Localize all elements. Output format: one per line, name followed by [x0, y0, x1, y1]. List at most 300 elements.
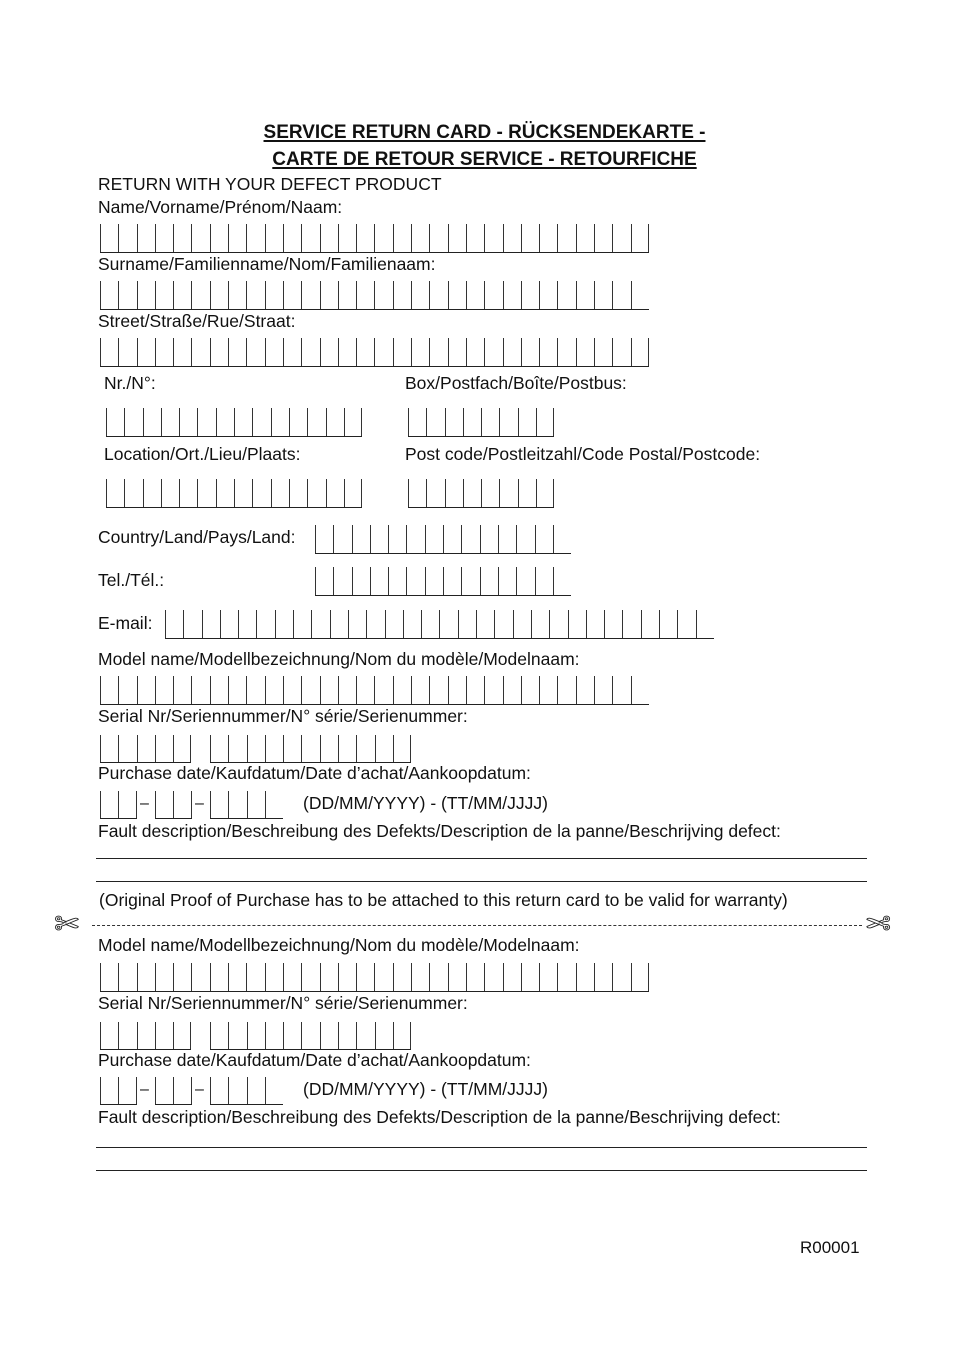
- char-box[interactable]: [393, 338, 411, 366]
- char-box[interactable]: [448, 281, 466, 309]
- char-box[interactable]: [408, 408, 426, 436]
- char-box[interactable]: [191, 676, 209, 704]
- char-box[interactable]: [408, 479, 426, 507]
- char-box[interactable]: [173, 338, 191, 366]
- char-box[interactable]: [696, 610, 714, 638]
- purchase-day-field[interactable]: [100, 791, 137, 819]
- char-box[interactable]: [535, 567, 553, 595]
- char-box[interactable]: [458, 610, 476, 638]
- char-box[interactable]: [283, 224, 301, 252]
- char-box[interactable]: [320, 676, 338, 704]
- char-box[interactable]: [197, 479, 215, 507]
- char-box[interactable]: [118, 735, 136, 762]
- char-box[interactable]: [191, 224, 209, 252]
- char-box[interactable]: [445, 408, 463, 436]
- name-field[interactable]: [100, 224, 649, 253]
- char-box[interactable]: [411, 676, 429, 704]
- char-box[interactable]: [463, 479, 481, 507]
- char-box[interactable]: [307, 479, 325, 507]
- char-box[interactable]: [539, 338, 557, 366]
- surname-field[interactable]: [100, 281, 649, 310]
- char-box[interactable]: [252, 479, 270, 507]
- fault-line-2[interactable]: [96, 881, 867, 882]
- char-box[interactable]: [210, 1077, 228, 1104]
- char-box[interactable]: [265, 735, 283, 762]
- char-box[interactable]: [301, 1022, 319, 1049]
- char-box[interactable]: [173, 224, 191, 252]
- char-box[interactable]: [118, 791, 136, 818]
- char-box[interactable]: [161, 479, 179, 507]
- char-box[interactable]: [124, 408, 142, 436]
- char-box[interactable]: [155, 338, 173, 366]
- char-box[interactable]: [338, 735, 356, 762]
- char-box[interactable]: [385, 610, 403, 638]
- char-box[interactable]: [516, 567, 534, 595]
- char-box[interactable]: [228, 963, 246, 991]
- char-box[interactable]: [246, 338, 264, 366]
- char-box[interactable]: [403, 610, 421, 638]
- char-box[interactable]: [210, 791, 228, 818]
- char-box[interactable]: [374, 224, 392, 252]
- char-box[interactable]: [406, 567, 424, 595]
- char-box[interactable]: [411, 281, 429, 309]
- char-box[interactable]: [393, 224, 411, 252]
- char-box[interactable]: [155, 791, 173, 818]
- char-box[interactable]: [338, 963, 356, 991]
- char-box[interactable]: [265, 791, 283, 818]
- char-box[interactable]: [155, 963, 173, 991]
- char-box[interactable]: [330, 610, 348, 638]
- char-box[interactable]: [202, 610, 220, 638]
- char-box[interactable]: [594, 676, 612, 704]
- char-box[interactable]: [659, 610, 677, 638]
- char-box[interactable]: [247, 735, 265, 762]
- char-box[interactable]: [173, 1077, 191, 1104]
- char-box[interactable]: [238, 610, 256, 638]
- char-box[interactable]: [480, 567, 498, 595]
- char-box[interactable]: [576, 281, 594, 309]
- char-box[interactable]: [283, 963, 301, 991]
- box-field[interactable]: [408, 408, 554, 437]
- char-box[interactable]: [216, 479, 234, 507]
- char-box[interactable]: [100, 1077, 118, 1104]
- number-field[interactable]: [106, 408, 362, 437]
- char-box[interactable]: [265, 1077, 283, 1104]
- char-box[interactable]: [375, 1022, 393, 1049]
- char-box[interactable]: [393, 963, 411, 991]
- char-box[interactable]: [191, 281, 209, 309]
- char-box[interactable]: [356, 735, 374, 762]
- char-box[interactable]: [173, 791, 191, 818]
- char-box[interactable]: [344, 479, 362, 507]
- fault-line-1[interactable]: [96, 858, 867, 859]
- char-box[interactable]: [228, 1022, 246, 1049]
- char-box[interactable]: [429, 281, 447, 309]
- char-box[interactable]: [155, 224, 173, 252]
- char-box[interactable]: [503, 281, 521, 309]
- char-box[interactable]: [228, 224, 246, 252]
- char-box[interactable]: [536, 479, 554, 507]
- char-box[interactable]: [443, 567, 461, 595]
- char-box[interactable]: [137, 224, 155, 252]
- char-box[interactable]: [521, 963, 539, 991]
- char-box[interactable]: [553, 525, 571, 553]
- char-box[interactable]: [594, 338, 612, 366]
- char-box[interactable]: [356, 281, 374, 309]
- char-box[interactable]: [155, 281, 173, 309]
- char-box[interactable]: [521, 338, 539, 366]
- char-box[interactable]: [539, 963, 557, 991]
- char-box[interactable]: [256, 610, 274, 638]
- char-box[interactable]: [338, 281, 356, 309]
- char-box[interactable]: [143, 408, 161, 436]
- char-box[interactable]: [100, 791, 118, 818]
- char-box[interactable]: [576, 676, 594, 704]
- char-box[interactable]: [301, 338, 319, 366]
- char-box[interactable]: [631, 224, 649, 252]
- email-field[interactable]: [165, 610, 714, 639]
- char-box[interactable]: [499, 479, 517, 507]
- fault-line-1[interactable]: [96, 1147, 867, 1148]
- char-box[interactable]: [183, 610, 201, 638]
- char-box[interactable]: [315, 567, 333, 595]
- char-box[interactable]: [494, 610, 512, 638]
- char-box[interactable]: [118, 676, 136, 704]
- char-box[interactable]: [480, 525, 498, 553]
- char-box[interactable]: [246, 676, 264, 704]
- char-box[interactable]: [549, 610, 567, 638]
- char-box[interactable]: [631, 281, 649, 309]
- char-box[interactable]: [448, 963, 466, 991]
- char-box[interactable]: [463, 408, 481, 436]
- char-box[interactable]: [516, 525, 534, 553]
- char-box[interactable]: [265, 338, 283, 366]
- char-box[interactable]: [344, 408, 362, 436]
- char-box[interactable]: [388, 567, 406, 595]
- char-box[interactable]: [165, 610, 183, 638]
- char-box[interactable]: [411, 338, 429, 366]
- char-box[interactable]: [289, 408, 307, 436]
- char-box[interactable]: [631, 676, 649, 704]
- char-box[interactable]: [143, 479, 161, 507]
- char-box[interactable]: [320, 735, 338, 762]
- char-box[interactable]: [265, 963, 283, 991]
- char-box[interactable]: [137, 338, 155, 366]
- char-box[interactable]: [320, 338, 338, 366]
- char-box[interactable]: [137, 963, 155, 991]
- char-box[interactable]: [499, 408, 517, 436]
- char-box[interactable]: [388, 525, 406, 553]
- postcode-field[interactable]: [408, 479, 554, 508]
- char-box[interactable]: [247, 1077, 265, 1104]
- char-box[interactable]: [124, 479, 142, 507]
- purchase-year-field[interactable]: [210, 1077, 283, 1105]
- serial-field-number[interactable]: [210, 735, 411, 763]
- purchase-day-field[interactable]: [100, 1077, 137, 1105]
- char-box[interactable]: [535, 525, 553, 553]
- char-box[interactable]: [118, 281, 136, 309]
- char-box[interactable]: [586, 610, 604, 638]
- char-box[interactable]: [338, 338, 356, 366]
- char-box[interactable]: [557, 281, 575, 309]
- char-box[interactable]: [100, 963, 118, 991]
- char-box[interactable]: [393, 735, 411, 762]
- char-box[interactable]: [521, 281, 539, 309]
- char-box[interactable]: [521, 676, 539, 704]
- char-box[interactable]: [283, 338, 301, 366]
- char-box[interactable]: [301, 224, 319, 252]
- char-box[interactable]: [443, 525, 461, 553]
- char-box[interactable]: [338, 676, 356, 704]
- char-box[interactable]: [374, 963, 392, 991]
- char-box[interactable]: [513, 610, 531, 638]
- char-box[interactable]: [677, 610, 695, 638]
- char-box[interactable]: [503, 963, 521, 991]
- char-box[interactable]: [466, 963, 484, 991]
- serial-field-number[interactable]: [210, 1022, 411, 1050]
- location-field[interactable]: [106, 479, 362, 508]
- char-box[interactable]: [100, 735, 118, 762]
- char-box[interactable]: [411, 963, 429, 991]
- char-box[interactable]: [265, 224, 283, 252]
- char-box[interactable]: [356, 963, 374, 991]
- char-box[interactable]: [247, 791, 265, 818]
- char-box[interactable]: [484, 676, 502, 704]
- char-box[interactable]: [118, 224, 136, 252]
- char-box[interactable]: [118, 963, 136, 991]
- char-box[interactable]: [370, 567, 388, 595]
- char-box[interactable]: [375, 735, 393, 762]
- char-box[interactable]: [191, 963, 209, 991]
- char-box[interactable]: [348, 610, 366, 638]
- char-box[interactable]: [568, 610, 586, 638]
- char-box[interactable]: [137, 1022, 155, 1049]
- char-box[interactable]: [271, 479, 289, 507]
- char-box[interactable]: [539, 281, 557, 309]
- char-box[interactable]: [283, 735, 301, 762]
- char-box[interactable]: [252, 408, 270, 436]
- char-box[interactable]: [173, 281, 191, 309]
- char-box[interactable]: [484, 963, 502, 991]
- char-box[interactable]: [234, 408, 252, 436]
- char-box[interactable]: [445, 479, 463, 507]
- char-box[interactable]: [631, 338, 649, 366]
- char-box[interactable]: [553, 567, 571, 595]
- char-box[interactable]: [503, 224, 521, 252]
- char-box[interactable]: [228, 676, 246, 704]
- char-box[interactable]: [228, 281, 246, 309]
- char-box[interactable]: [100, 338, 118, 366]
- char-box[interactable]: [484, 338, 502, 366]
- char-box[interactable]: [210, 281, 228, 309]
- char-box[interactable]: [289, 479, 307, 507]
- char-box[interactable]: [518, 408, 536, 436]
- char-box[interactable]: [293, 610, 311, 638]
- char-box[interactable]: [326, 479, 344, 507]
- char-box[interactable]: [106, 479, 124, 507]
- char-box[interactable]: [461, 525, 479, 553]
- char-box[interactable]: [315, 525, 333, 553]
- char-box[interactable]: [301, 676, 319, 704]
- char-box[interactable]: [265, 676, 283, 704]
- char-box[interactable]: [557, 224, 575, 252]
- char-box[interactable]: [106, 408, 124, 436]
- char-box[interactable]: [137, 735, 155, 762]
- char-box[interactable]: [100, 281, 118, 309]
- char-box[interactable]: [426, 408, 444, 436]
- char-box[interactable]: [265, 281, 283, 309]
- char-box[interactable]: [338, 224, 356, 252]
- char-box[interactable]: [118, 338, 136, 366]
- char-box[interactable]: [461, 567, 479, 595]
- char-box[interactable]: [594, 963, 612, 991]
- char-box[interactable]: [521, 224, 539, 252]
- char-box[interactable]: [557, 963, 575, 991]
- purchase-month-field[interactable]: [155, 1077, 192, 1105]
- char-box[interactable]: [356, 676, 374, 704]
- char-box[interactable]: [210, 963, 228, 991]
- char-box[interactable]: [421, 610, 439, 638]
- char-box[interactable]: [374, 676, 392, 704]
- char-box[interactable]: [604, 610, 622, 638]
- char-box[interactable]: [466, 338, 484, 366]
- char-box[interactable]: [406, 525, 424, 553]
- char-box[interactable]: [191, 338, 209, 366]
- char-box[interactable]: [228, 791, 246, 818]
- char-box[interactable]: [531, 610, 549, 638]
- char-box[interactable]: [429, 963, 447, 991]
- char-box[interactable]: [476, 610, 494, 638]
- char-box[interactable]: [576, 224, 594, 252]
- char-box[interactable]: [594, 224, 612, 252]
- char-box[interactable]: [179, 408, 197, 436]
- char-box[interactable]: [265, 1022, 283, 1049]
- purchase-month-field[interactable]: [155, 791, 192, 819]
- char-box[interactable]: [612, 224, 630, 252]
- char-box[interactable]: [338, 1022, 356, 1049]
- char-box[interactable]: [210, 338, 228, 366]
- char-box[interactable]: [216, 408, 234, 436]
- char-box[interactable]: [594, 281, 612, 309]
- char-box[interactable]: [320, 281, 338, 309]
- char-box[interactable]: [234, 479, 252, 507]
- char-box[interactable]: [100, 1022, 118, 1049]
- char-box[interactable]: [356, 224, 374, 252]
- char-box[interactable]: [448, 676, 466, 704]
- char-box[interactable]: [484, 224, 502, 252]
- char-box[interactable]: [466, 281, 484, 309]
- char-box[interactable]: [326, 408, 344, 436]
- char-box[interactable]: [137, 281, 155, 309]
- char-box[interactable]: [173, 735, 191, 762]
- char-box[interactable]: [271, 408, 289, 436]
- char-box[interactable]: [411, 224, 429, 252]
- country-field[interactable]: [315, 525, 571, 554]
- char-box[interactable]: [320, 963, 338, 991]
- char-box[interactable]: [425, 567, 443, 595]
- char-box[interactable]: [301, 281, 319, 309]
- char-box[interactable]: [429, 676, 447, 704]
- char-box[interactable]: [333, 525, 351, 553]
- char-box[interactable]: [498, 525, 516, 553]
- tel-field[interactable]: [315, 567, 571, 596]
- char-box[interactable]: [393, 1022, 411, 1049]
- char-box[interactable]: [425, 525, 443, 553]
- char-box[interactable]: [320, 224, 338, 252]
- char-box[interactable]: [466, 676, 484, 704]
- char-box[interactable]: [220, 610, 238, 638]
- char-box[interactable]: [173, 676, 191, 704]
- char-box[interactable]: [118, 1077, 136, 1104]
- char-box[interactable]: [356, 338, 374, 366]
- char-box[interactable]: [374, 281, 392, 309]
- char-box[interactable]: [429, 224, 447, 252]
- char-box[interactable]: [503, 338, 521, 366]
- char-box[interactable]: [439, 610, 457, 638]
- char-box[interactable]: [283, 281, 301, 309]
- char-box[interactable]: [100, 224, 118, 252]
- char-box[interactable]: [197, 408, 215, 436]
- char-box[interactable]: [301, 963, 319, 991]
- char-box[interactable]: [155, 1022, 173, 1049]
- char-box[interactable]: [210, 676, 228, 704]
- char-box[interactable]: [503, 676, 521, 704]
- char-box[interactable]: [118, 1022, 136, 1049]
- char-box[interactable]: [374, 338, 392, 366]
- char-box[interactable]: [246, 224, 264, 252]
- char-box[interactable]: [246, 281, 264, 309]
- char-box[interactable]: [173, 1022, 191, 1049]
- char-box[interactable]: [576, 338, 594, 366]
- char-box[interactable]: [333, 567, 351, 595]
- char-box[interactable]: [448, 338, 466, 366]
- char-box[interactable]: [228, 735, 246, 762]
- char-box[interactable]: [210, 1022, 228, 1049]
- char-box[interactable]: [161, 408, 179, 436]
- char-box[interactable]: [481, 408, 499, 436]
- char-box[interactable]: [518, 479, 536, 507]
- char-box[interactable]: [210, 224, 228, 252]
- char-box[interactable]: [641, 610, 659, 638]
- char-box[interactable]: [612, 338, 630, 366]
- char-box[interactable]: [631, 963, 649, 991]
- char-box[interactable]: [393, 281, 411, 309]
- char-box[interactable]: [481, 479, 499, 507]
- char-box[interactable]: [307, 408, 325, 436]
- char-box[interactable]: [228, 338, 246, 366]
- char-box[interactable]: [320, 1022, 338, 1049]
- char-box[interactable]: [210, 735, 228, 762]
- street-field[interactable]: [100, 338, 649, 367]
- char-box[interactable]: [498, 567, 516, 595]
- serial-field-prefix[interactable]: [100, 735, 191, 763]
- char-box[interactable]: [448, 224, 466, 252]
- char-box[interactable]: [429, 338, 447, 366]
- serial-field-prefix[interactable]: [100, 1022, 191, 1050]
- char-box[interactable]: [352, 525, 370, 553]
- char-box[interactable]: [484, 281, 502, 309]
- char-box[interactable]: [539, 224, 557, 252]
- char-box[interactable]: [155, 676, 173, 704]
- char-box[interactable]: [247, 1022, 265, 1049]
- char-box[interactable]: [179, 479, 197, 507]
- char-box[interactable]: [283, 1022, 301, 1049]
- char-box[interactable]: [100, 676, 118, 704]
- char-box[interactable]: [426, 479, 444, 507]
- char-box[interactable]: [612, 281, 630, 309]
- char-box[interactable]: [173, 963, 191, 991]
- char-box[interactable]: [576, 963, 594, 991]
